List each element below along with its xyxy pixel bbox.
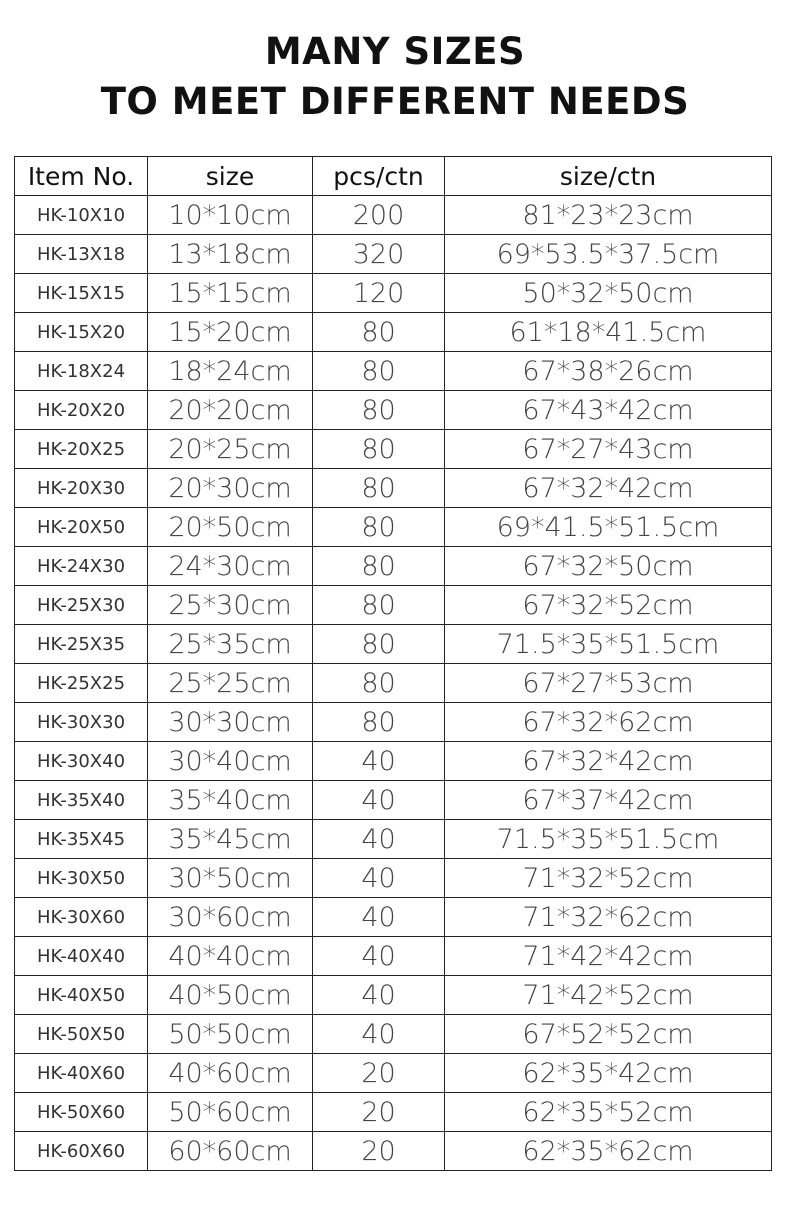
- cell-size-ctn: 71*32*52cm: [445, 859, 772, 898]
- cell-pcs-ctn: 40: [313, 742, 445, 781]
- header-item-no: Item No.: [15, 157, 148, 196]
- table-row: [15, 781, 772, 820]
- cell-size-ctn: 71.5*35*51.5cm: [445, 625, 772, 664]
- cell-item-no: HK-50X50: [15, 1015, 148, 1054]
- cell-size-ctn: 69*41.5*51.5cm: [445, 508, 772, 547]
- cell-item-no: HK-40X60: [15, 1054, 148, 1093]
- table-row: [15, 469, 772, 508]
- cell-size-ctn: 67*38*26cm: [445, 352, 772, 391]
- cell-size: 30*60cm: [148, 898, 313, 937]
- cell-item-no: HK-25X25: [15, 664, 148, 703]
- cell-size-ctn: 67*32*50cm: [445, 547, 772, 586]
- cell-pcs-ctn: 20: [313, 1132, 445, 1171]
- cell-size: 24*30cm: [148, 547, 313, 586]
- cell-item-no: HK-30X50: [15, 859, 148, 898]
- header-size: size: [148, 157, 313, 196]
- table-body: [15, 196, 772, 1171]
- cell-item-no: HK-40X40: [15, 937, 148, 976]
- table-row: [15, 820, 772, 859]
- table-row: [15, 391, 772, 430]
- cell-size: 50*50cm: [148, 1015, 313, 1054]
- cell-item-no: HK-24X30: [15, 547, 148, 586]
- cell-size: 40*60cm: [148, 1054, 313, 1093]
- cell-pcs-ctn: 80: [313, 625, 445, 664]
- table-row: [15, 625, 772, 664]
- table-row: [15, 196, 772, 235]
- table-row: [15, 976, 772, 1015]
- cell-size-ctn: 67*32*42cm: [445, 742, 772, 781]
- cell-item-no: HK-10X10: [15, 196, 148, 235]
- table-row: [15, 664, 772, 703]
- table-row: [15, 508, 772, 547]
- table-row: [15, 547, 772, 586]
- cell-item-no: HK-20X20: [15, 391, 148, 430]
- cell-item-no: HK-50X60: [15, 1093, 148, 1132]
- cell-pcs-ctn: 20: [313, 1054, 445, 1093]
- cell-pcs-ctn: 40: [313, 859, 445, 898]
- cell-item-no: HK-30X60: [15, 898, 148, 937]
- cell-size-ctn: 67*52*52cm: [445, 1015, 772, 1054]
- size-table: [14, 156, 772, 1171]
- table-row: [15, 430, 772, 469]
- cell-item-no: HK-20X30: [15, 469, 148, 508]
- cell-pcs-ctn: 80: [313, 586, 445, 625]
- page-title-line-2: TO MEET DIFFERENT NEEDS: [100, 80, 690, 123]
- cell-size: 20*50cm: [148, 508, 313, 547]
- cell-size: 10*10cm: [148, 196, 313, 235]
- table-row: [15, 1015, 772, 1054]
- cell-size: 25*35cm: [148, 625, 313, 664]
- cell-item-no: HK-40X50: [15, 976, 148, 1015]
- cell-size-ctn: 62*35*52cm: [445, 1093, 772, 1132]
- cell-size: 13*18cm: [148, 235, 313, 274]
- cell-pcs-ctn: 80: [313, 664, 445, 703]
- cell-size: 40*40cm: [148, 937, 313, 976]
- cell-size: 18*24cm: [148, 352, 313, 391]
- table-header-row: [15, 157, 772, 196]
- cell-pcs-ctn: 80: [313, 469, 445, 508]
- cell-item-no: HK-60X60: [15, 1132, 148, 1171]
- cell-pcs-ctn: 80: [313, 547, 445, 586]
- cell-pcs-ctn: 320: [313, 235, 445, 274]
- cell-pcs-ctn: 120: [313, 274, 445, 313]
- table-row: [15, 1132, 772, 1171]
- page-title-line-1: MANY SIZES: [264, 30, 526, 73]
- cell-size: 30*40cm: [148, 742, 313, 781]
- cell-size: 40*50cm: [148, 976, 313, 1015]
- cell-size: 30*30cm: [148, 703, 313, 742]
- cell-pcs-ctn: 80: [313, 352, 445, 391]
- table-row: [15, 274, 772, 313]
- cell-size: 35*45cm: [148, 820, 313, 859]
- cell-size-ctn: 71.5*35*51.5cm: [445, 820, 772, 859]
- cell-item-no: HK-25X35: [15, 625, 148, 664]
- cell-pcs-ctn: 200: [313, 196, 445, 235]
- table-row: [15, 586, 772, 625]
- cell-size-ctn: 67*32*42cm: [445, 469, 772, 508]
- cell-item-no: HK-13X18: [15, 235, 148, 274]
- cell-size: 20*30cm: [148, 469, 313, 508]
- table-row: [15, 1054, 772, 1093]
- cell-size-ctn: 71*32*62cm: [445, 898, 772, 937]
- cell-size-ctn: 67*43*42cm: [445, 391, 772, 430]
- table-row: [15, 703, 772, 742]
- cell-size: 20*20cm: [148, 391, 313, 430]
- cell-size-ctn: 67*32*52cm: [445, 586, 772, 625]
- cell-size-ctn: 67*27*53cm: [445, 664, 772, 703]
- header-size-ctn: size/ctn: [445, 157, 772, 196]
- cell-pcs-ctn: 80: [313, 703, 445, 742]
- cell-item-no: HK-20X25: [15, 430, 148, 469]
- cell-size: 15*20cm: [148, 313, 313, 352]
- cell-size-ctn: 62*35*62cm: [445, 1132, 772, 1171]
- cell-pcs-ctn: 40: [313, 976, 445, 1015]
- cell-size: 20*25cm: [148, 430, 313, 469]
- table-row: [15, 898, 772, 937]
- cell-pcs-ctn: 40: [313, 820, 445, 859]
- cell-item-no: HK-20X50: [15, 508, 148, 547]
- cell-size-ctn: 50*32*50cm: [445, 274, 772, 313]
- cell-item-no: HK-35X45: [15, 820, 148, 859]
- cell-size-ctn: 71*42*42cm: [445, 937, 772, 976]
- cell-pcs-ctn: 40: [313, 1015, 445, 1054]
- table-row: [15, 352, 772, 391]
- cell-size-ctn: 69*53.5*37.5cm: [445, 235, 772, 274]
- cell-pcs-ctn: 20: [313, 1093, 445, 1132]
- cell-pcs-ctn: 80: [313, 391, 445, 430]
- table-row: [15, 1093, 772, 1132]
- cell-size: 30*50cm: [148, 859, 313, 898]
- cell-item-no: HK-25X30: [15, 586, 148, 625]
- cell-size-ctn: 61*18*41.5cm: [445, 313, 772, 352]
- header-pcs-ctn: pcs/ctn: [313, 157, 445, 196]
- cell-item-no: HK-15X20: [15, 313, 148, 352]
- cell-size: 50*60cm: [148, 1093, 313, 1132]
- cell-item-no: HK-30X40: [15, 742, 148, 781]
- cell-item-no: HK-15X15: [15, 274, 148, 313]
- cell-item-no: HK-18X24: [15, 352, 148, 391]
- cell-size-ctn: 67*37*42cm: [445, 781, 772, 820]
- table-row: [15, 235, 772, 274]
- cell-size: 60*60cm: [148, 1132, 313, 1171]
- cell-pcs-ctn: 40: [313, 898, 445, 937]
- table-row: [15, 313, 772, 352]
- cell-size: 25*25cm: [148, 664, 313, 703]
- table-row: [15, 859, 772, 898]
- cell-size-ctn: 81*23*23cm: [445, 196, 772, 235]
- cell-size-ctn: 67*32*62cm: [445, 703, 772, 742]
- cell-pcs-ctn: 80: [313, 313, 445, 352]
- cell-pcs-ctn: 40: [313, 781, 445, 820]
- cell-size: 35*40cm: [148, 781, 313, 820]
- cell-item-no: HK-35X40: [15, 781, 148, 820]
- cell-size-ctn: 62*35*42cm: [445, 1054, 772, 1093]
- table-row: [15, 742, 772, 781]
- cell-size: 15*15cm: [148, 274, 313, 313]
- cell-size: 25*30cm: [148, 586, 313, 625]
- cell-size-ctn: 71*42*52cm: [445, 976, 772, 1015]
- cell-item-no: HK-30X30: [15, 703, 148, 742]
- cell-pcs-ctn: 40: [313, 937, 445, 976]
- cell-pcs-ctn: 80: [313, 508, 445, 547]
- cell-size-ctn: 67*27*43cm: [445, 430, 772, 469]
- table-row: [15, 937, 772, 976]
- cell-pcs-ctn: 80: [313, 430, 445, 469]
